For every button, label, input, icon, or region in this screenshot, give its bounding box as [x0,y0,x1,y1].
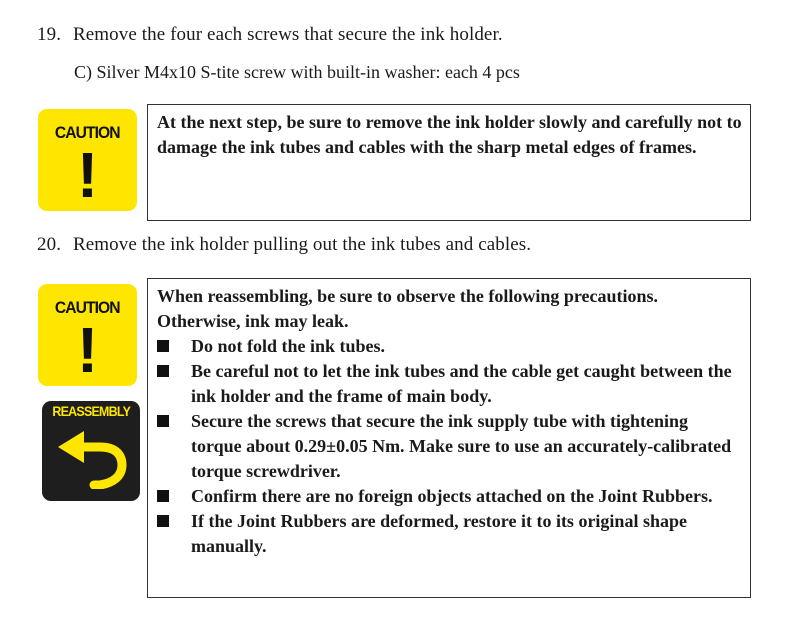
list-item: If the Joint Rubbers are deformed, restore it to its original shape manually. [157,509,742,559]
precautions-intro: When reassembling, be sure to observe the following precautions. Otherwise, ink may leak. [157,286,659,331]
return-arrow-icon [52,423,130,489]
precautions-list [148,334,750,559]
caution-text: At the next step, be sure to remove the ink holder slowly and carefully not to damage the ink tubes and cables with the sharp metal edges of frames. [157,112,742,157]
reassembly-caution-box [147,278,751,598]
list-item: Confirm there are no foreign objects attached on the Joint Rubbers. [157,484,742,509]
bullet-square-icon [157,515,169,527]
bullet-square-icon [157,490,169,502]
bullet-square-icon [157,365,169,377]
exclamation-icon: ! [76,139,99,211]
list-item: Secure the screws that secure the ink supply tube with tightening torque about 0.29±0.05 Nm. Make sure to use an accurately-calibrated torque screwdriver. [157,409,742,484]
step-19 [37,24,503,46]
reassembly-label: REASSEMBLY [52,404,130,419]
substep-screw-spec: C) Silver M4x10 S-tite screw with built-in washer: each 4 pcs [74,62,520,82]
step-number: 20. [37,234,62,255]
caution-box [147,104,751,221]
step-number: 19. [37,24,62,45]
list-item: Be careful not to let the ink tubes and the cable get caught between the ink holder and the frame of main body. [157,359,742,409]
step-20 [37,234,531,256]
step-text: Remove the ink holder pulling out the ink tubes and cables. [73,234,532,255]
exclamation-icon: ! [76,314,99,386]
caution-badge [38,284,137,386]
caution-label: CAUTION [55,298,120,317]
list-item: Do not fold the ink tubes. [157,334,742,359]
step-text: Remove the four each screws that secure the ink holder. [73,24,503,45]
bullet-square-icon [157,415,169,427]
reassembly-badge [42,401,140,501]
caution-label: CAUTION [55,123,120,142]
bullet-square-icon [157,340,169,352]
caution-badge [38,109,137,211]
